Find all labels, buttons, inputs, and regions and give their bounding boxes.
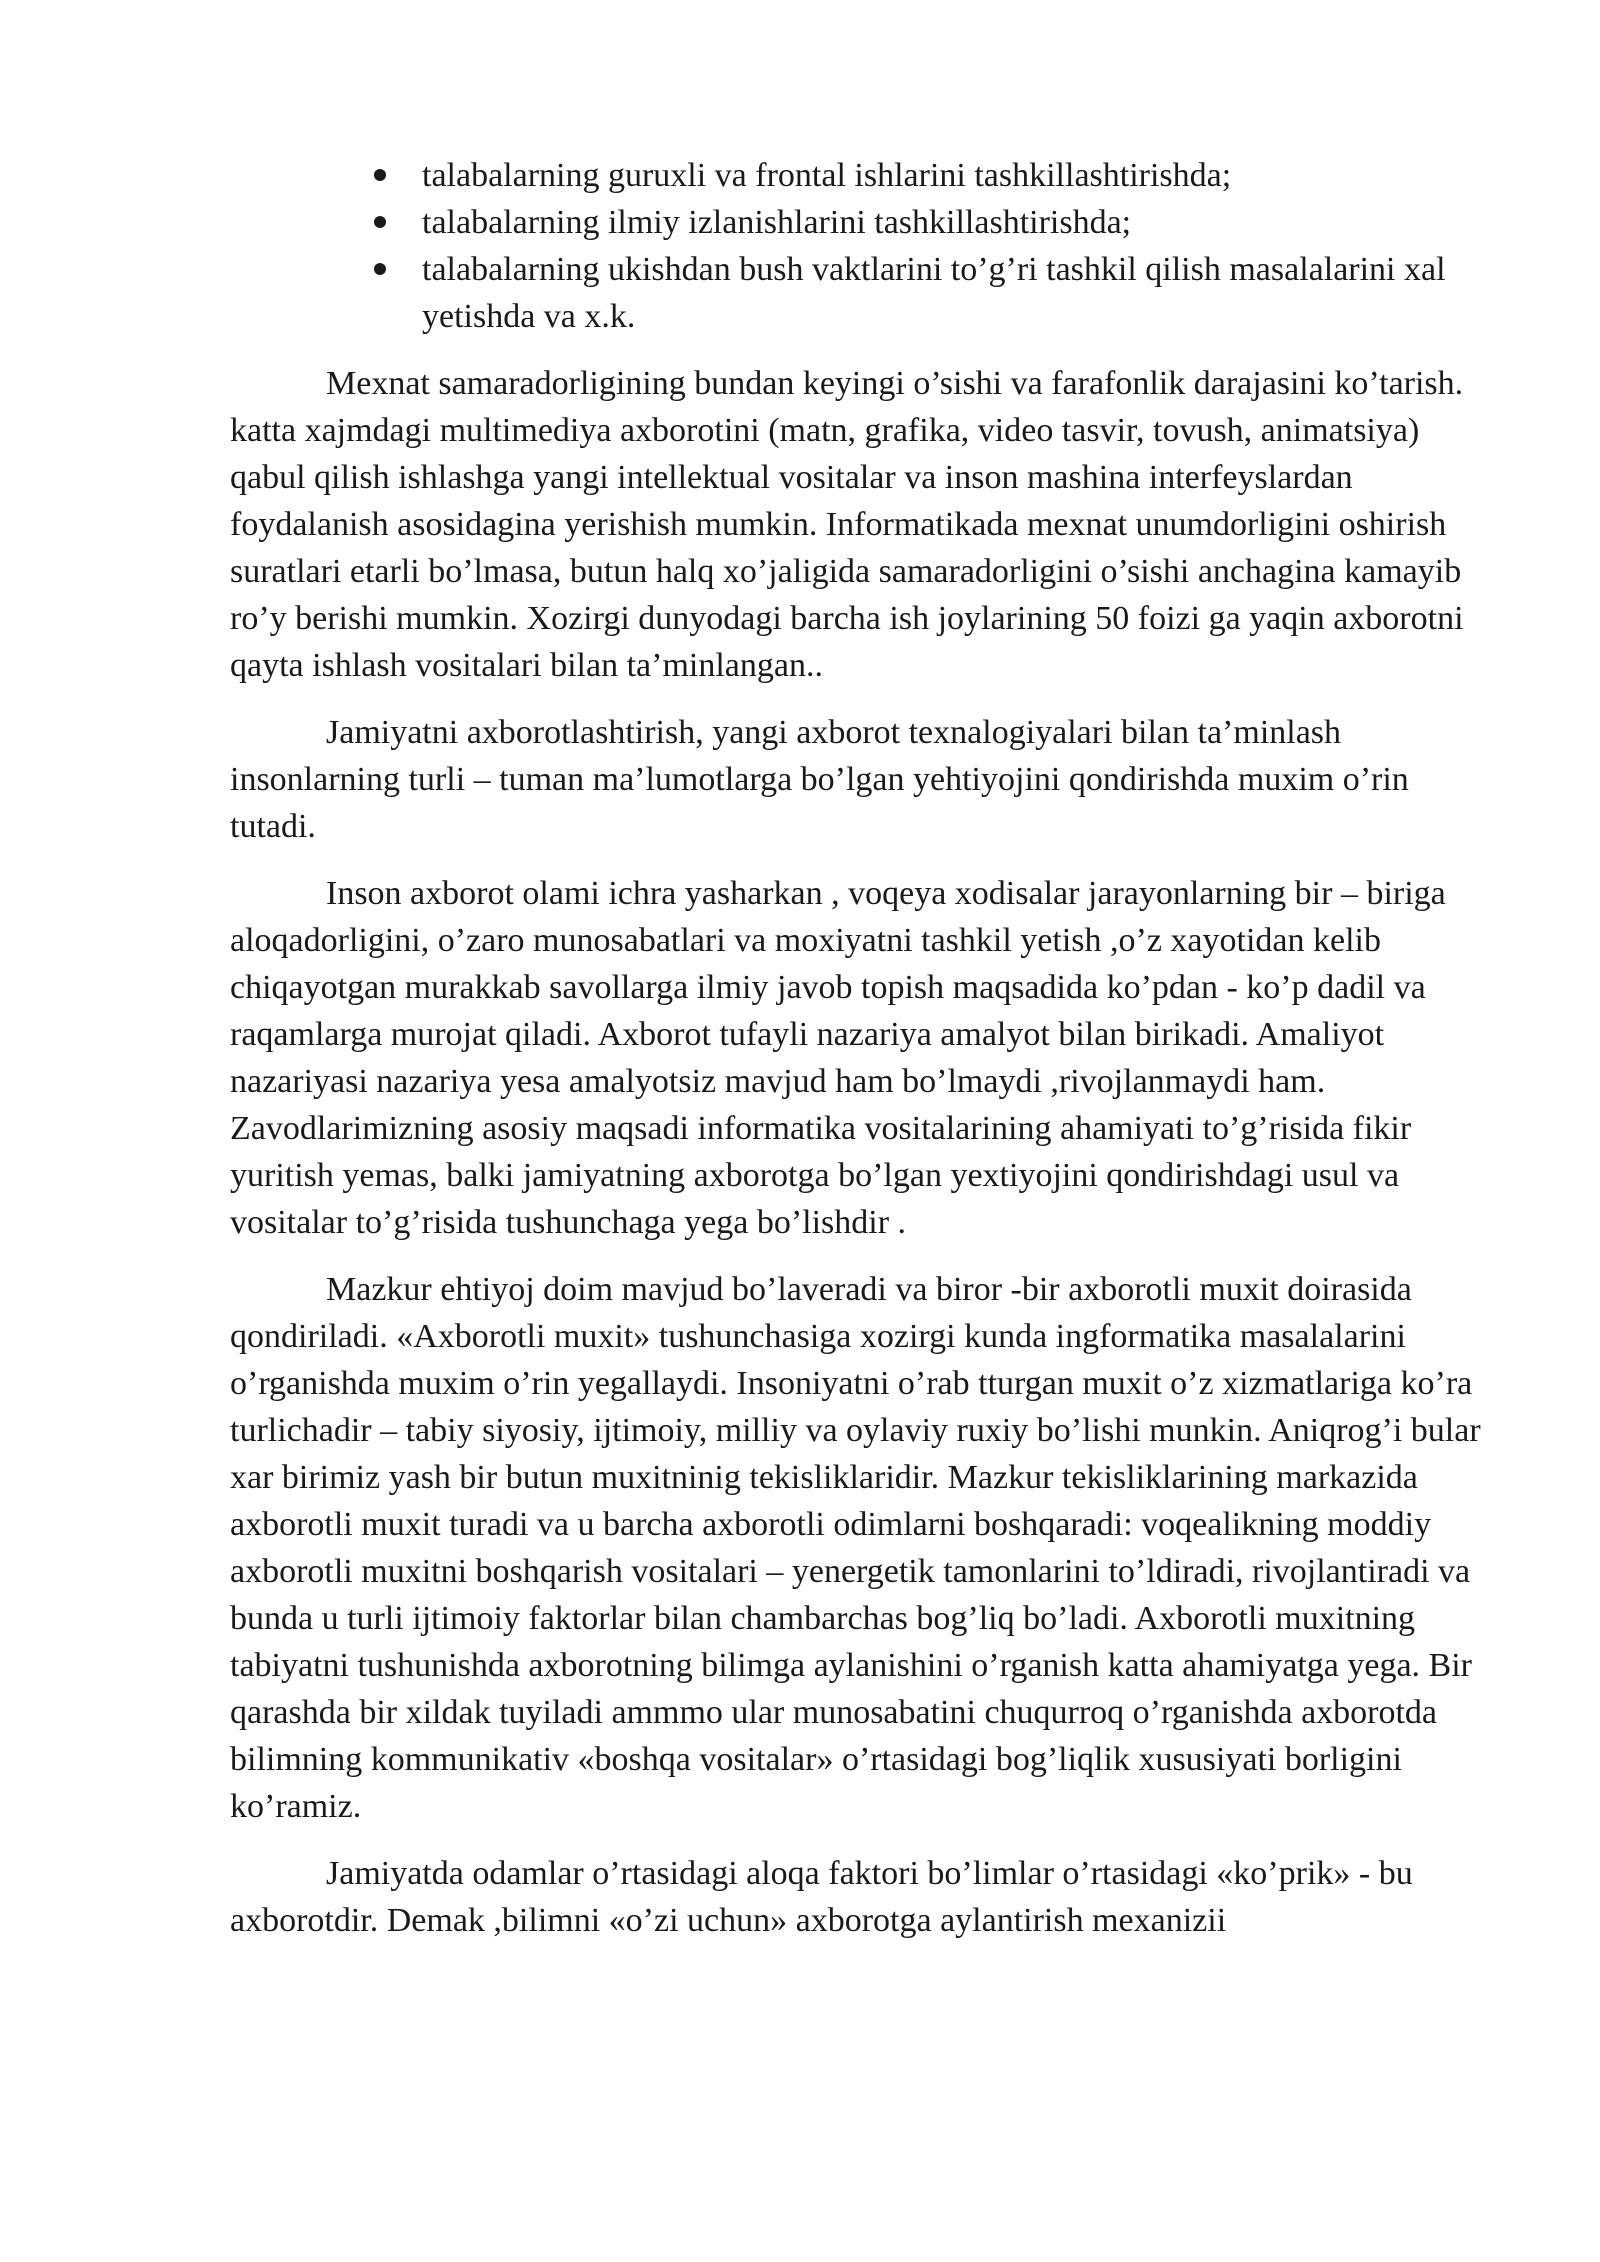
paragraph: Jamiyatda odamlar o’rtasidagi aloqa faktori bo’limlar o’rtasidagi «ko’prik» - bu axborotdir. Demak ,bilimni «o’zi uchun» axborotga aylantirish mexanizii xyxy=(230,1855,1413,1939)
bullet-text: talabalarning guruxli va frontal ishlarini tashkillashtirishda; xyxy=(422,157,1232,194)
bullet-icon xyxy=(374,169,386,181)
paragraph: Mexnat samaradorligining bundan keyingi o’sishi va farafonlik darajasini ko’tarish. katta xajmdagi multimediya axborotini (matn, grafika, video tasvir, tovush, animatsiya) qabul qilish ishlashga yangi intellektual vositalar va inson mashina interfeyslardan foydalanish asosidagina yerishish mumkin. Informatikada mexnat unumdorligini oshirish suratlari etarli bo’lmasa, butun halq xo’jaligida samaradorligini o’sishi anchagina kamayib ro’y berishi mumkin. Xozirgi dunyodagi barcha ish joylarining 50 foizi ga yaqin axborotni qayta ishlash vositalari bilan ta’minlangan.. xyxy=(230,365,1464,684)
bullet-item xyxy=(422,199,1495,246)
paragraph: Mazkur ehtiyoj doim mavjud bo’laveradi va biror -bir axborotli muxit doirasida qondiriladi. «Axborotli muxit» tushunchasiga xozirgi kunda ingformatika masalalarini o’rganishda muxim o’rin yegallaydi. Insoniyatni o’rab tturgan muxit o’z xizmatlariga ko’ra turlichadir – tabiy siyosiy, ijtimoiy, milliy va oylaviy ruxiy bo’lishi munkin. Aniqrog’i bular xar birimiz yash bir butun muxitninig tekisliklaridir. Mazkur tekisliklarining markazida axborotli muxit turadi va u barcha axborotli odimlarni boshqaradi: voqealikning moddiy axborotli muxitni boshqarish vositalari – yenergetik tamonlarini to’ldiradi, rivojlantiradi va bunda u turli ijtimoiy faktorlar bilan chambarchas bog’liq bo’ladi. Axborotli muxitning tabiyatni tushunishda axborotning bilimga aylanishini o’rganish katta ahamiyatga yega. Bir qarashda bir xildak tuyiladi ammmo ular munosabatini chuqurroq o’rganishda axborotda bilimning kommunikativ «boshqa vositalar» o’rtasidagi bog’liqlik xususiyati borligini ko’ramiz. xyxy=(230,1271,1481,1825)
paragraph: Jamiyatni axborotlashtirish, yangi axborot texnalogiyalari bilan ta’minlash insonlarning turli – tuman ma’lumotlarga bo’lgan yehtiyojini qondirishda muxim o’rin tutadi. xyxy=(230,714,1409,845)
bullet-icon xyxy=(374,263,386,275)
bullet-text: talabalarning ukishdan bush vaktlarini to’g’ri tashkil qilish masalalarini xal yetishda va x.k. xyxy=(422,251,1446,335)
bullet-icon xyxy=(374,216,386,228)
document-body xyxy=(230,152,1495,1964)
bullet-text: talabalarning ilmiy izlanishlarini tashkillashtirishda; xyxy=(422,204,1132,241)
bullet-list xyxy=(230,152,1495,340)
bullet-item xyxy=(422,246,1495,340)
bullet-item xyxy=(422,152,1495,199)
paragraph: Inson axborot olami ichra yasharkan , voqeya xodisalar jarayonlarning bir – biriga aloqadorligini, o’zaro munosabatlari va moxiyatni tashkil yetish ,o’z xayotidan kelib chiqayotgan murakkab savollarga ilmiy javob topish maqsadida ko’pdan - ko’p dadil va raqamlarga murojat qiladi. Axborot tufayli nazariya amalyot bilan birikadi. Amaliyot nazariyasi nazariya yesa amalyotsiz mavjud ham bo’lmaydi ,rivojlanmaydi ham. Zavodlarimizning asosiy maqsadi informatika vositalarining ahamiyati to’g’risida fikir yuritish yemas, balki jamiyatning axborotga bo’lgan yextiyojini qondirishdagi usul va vositalar to’g’risida tushunchaga yega bo’lishdir . xyxy=(230,875,1446,1241)
